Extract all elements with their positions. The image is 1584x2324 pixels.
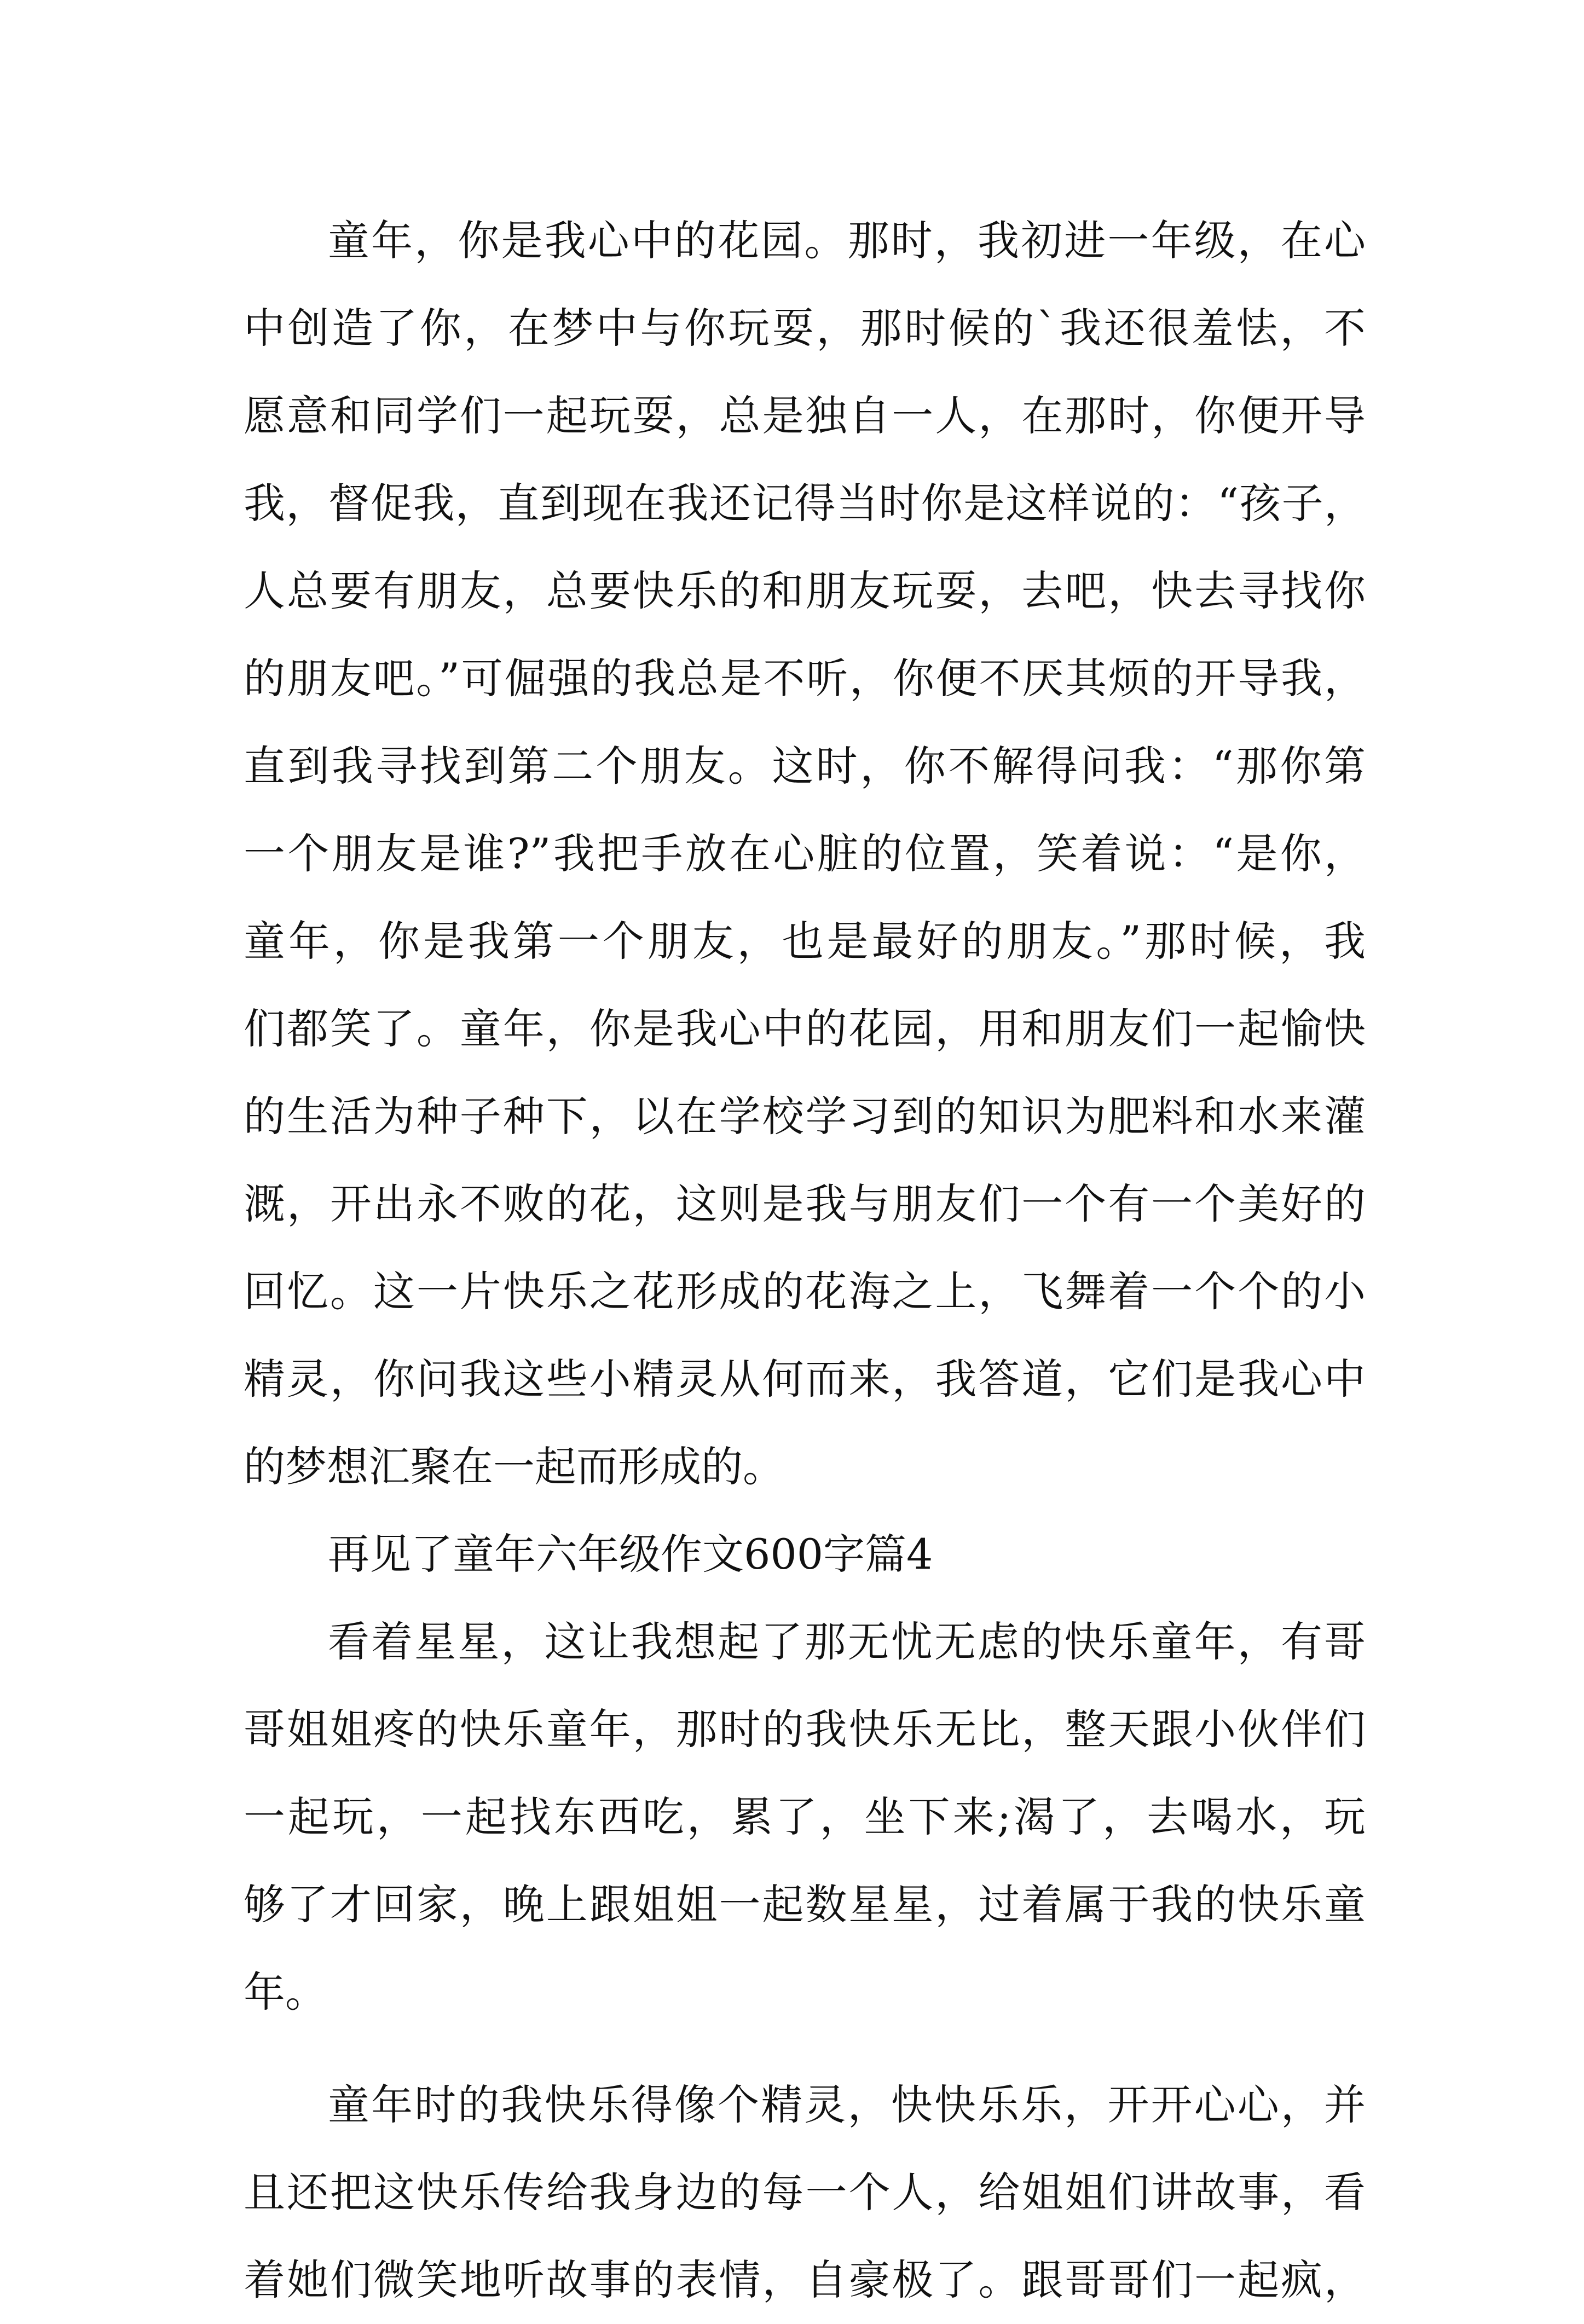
- text-line: 童年，你是我心中的花园。那时，我初进一年级，在心: [328, 216, 1366, 265]
- text-line: 童年时的我快乐得像个精灵，快快乐乐，开开心心，并: [328, 2080, 1366, 2129]
- text-line: 的生活为种子种下，以在学校学习到的知识为肥料和水来灌: [244, 1092, 1366, 1141]
- paragraph-spacer: [244, 2036, 1366, 2061]
- text-line: 溉，开出永不败的花，这则是我与朋友们一个有一个美好的: [244, 1180, 1366, 1228]
- paragraph-2: [244, 1598, 1366, 2036]
- text-line: 且还把这快乐传给我身边的每一个人，给姐姐们讲故事，看: [244, 2168, 1366, 2217]
- text-line: 一个朋友是谁?”我把手放在心脏的位置，笑着说：“是你，: [244, 829, 1366, 878]
- text-line: 童年，你是我第一个朋友，也是最好的朋友。”那时候，我: [244, 917, 1366, 966]
- text-line: 愿意和同学们一起玩耍，总是独自一人，在那时，你便开导: [244, 391, 1366, 440]
- text-line: 我，督促我，直到现在我还记得当时你是这样说的：“孩子，: [244, 479, 1366, 528]
- text-line: 们都笑了。童年，你是我心中的花园，用和朋友们一起愉快: [244, 1004, 1366, 1053]
- text-line: 够了才回家，晚上跟姐姐一起数星星，过着属于我的快乐童: [244, 1880, 1366, 1929]
- paragraph-3: [244, 2061, 1366, 2324]
- text-line: 的梦想汇聚在一起而形成的。: [244, 1442, 784, 1491]
- text-line: 哥姐姐疼的快乐童年，那时的我快乐无比，整天跟小伙伴们: [244, 1705, 1366, 1754]
- text-line: 直到我寻找到第二个朋友。这时，你不解得问我：“那你第: [244, 742, 1366, 790]
- text-line: 人总要有朋友，总要快乐的和朋友玩耍，去吧，快去寻找你: [244, 566, 1366, 615]
- text-line: 的朋友吧。”可倔强的我总是不听，你便不厌其烦的开导我，: [244, 654, 1366, 703]
- paragraph-1: [244, 197, 1366, 1511]
- text-line: 年。: [244, 1968, 327, 2016]
- text-line: 回忆。这一片快乐之花形成的花海之上，飞舞着一个个的小: [244, 1267, 1366, 1316]
- section-heading: 再见了童年六年级作文600字篇4: [328, 1530, 933, 1579]
- text-line: 精灵，你问我这些小精灵从何而来，我答道，它们是我心中: [244, 1355, 1366, 1403]
- text-line: 看着星星，这让我想起了那无忧无虑的快乐童年，有哥: [328, 1617, 1366, 1666]
- text-line: 一起玩，一起找东西吃，累了，坐下来;渴了，去喝水，玩: [244, 1793, 1366, 1841]
- text-line: 中创造了你，在梦中与你玩耍，那时候的`我还很羞怯，不: [244, 304, 1366, 352]
- text-line: 着她们微笑地听故事的表情，自豪极了。跟哥哥们一起疯，: [244, 2256, 1366, 2304]
- document-body: [244, 197, 1366, 2324]
